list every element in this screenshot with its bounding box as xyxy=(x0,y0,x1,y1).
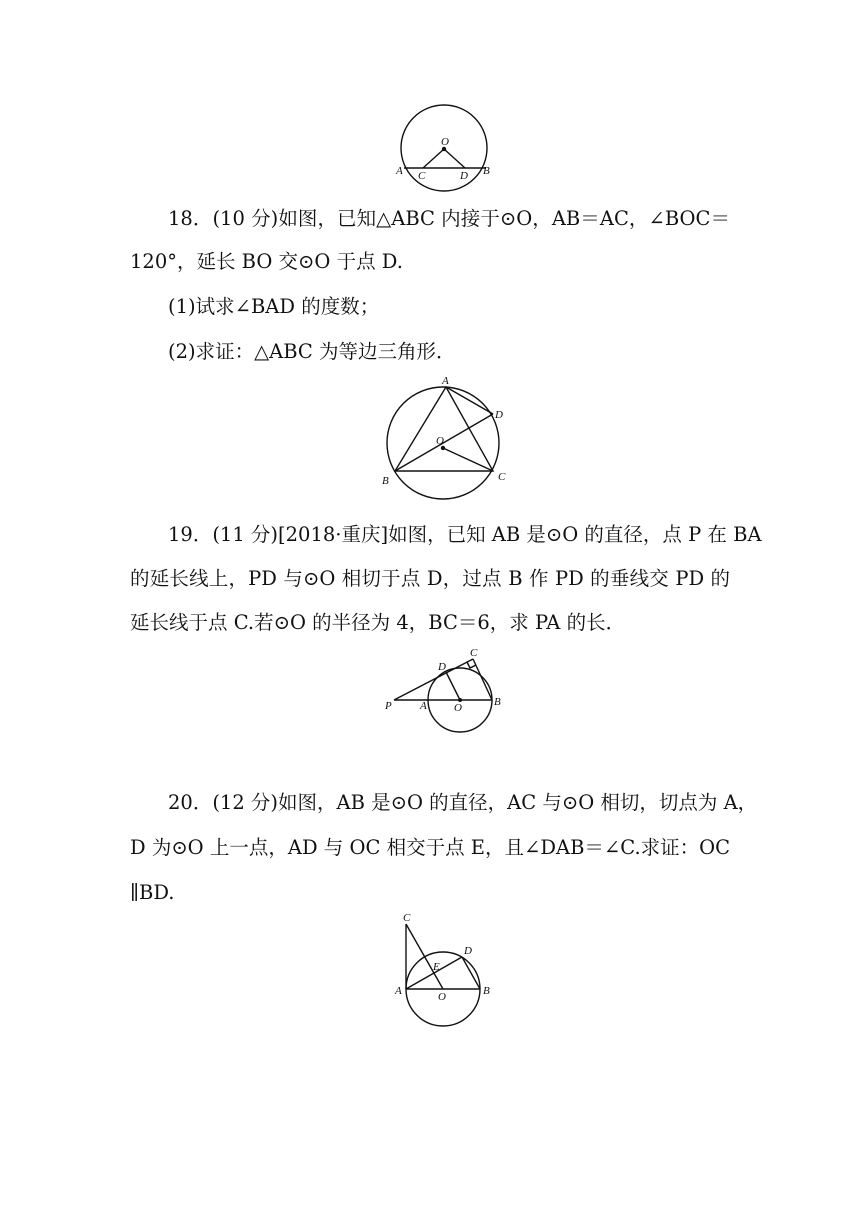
label-c: C xyxy=(418,170,426,182)
segment-od xyxy=(446,672,460,700)
label-a: A xyxy=(442,375,449,387)
problem-18-part-2: (2)求证：△ABC 为等边三角形． xyxy=(168,340,456,363)
label-e: E xyxy=(433,961,440,973)
label-c: C xyxy=(498,471,506,483)
label-p: P xyxy=(385,700,392,712)
problem-19-line-3: 延长线于点 C.若⊙O 的半径为 4，BC＝6，求 PA 的长． xyxy=(130,611,626,634)
label-a: A xyxy=(396,165,403,177)
problem-18-line-1: 18．(10 分)如图，已知△ABC 内接于⊙O，AB＝AC，∠BOC＝ xyxy=(168,207,730,230)
segment-oc xyxy=(423,149,444,168)
label-b: B xyxy=(494,696,501,708)
problem-20-line-2: D 为⊙O 上一点，AD 与 OC 相交于点 E，且∠DAB＝∠C.求证：OC xyxy=(130,836,731,859)
label-b: B xyxy=(382,475,389,487)
problem-19-line-1: 19．(11 分)[2018·重庆]如图，已知 AB 是⊙O 的直径，点 P 在 BA xyxy=(168,523,762,546)
label-o: O xyxy=(438,991,446,1003)
label-d: D xyxy=(460,170,468,182)
segment-bd xyxy=(395,414,493,471)
label-c: C xyxy=(470,647,478,659)
label-a: A xyxy=(395,985,402,997)
problem-20-line-1: 20．(12 分)如图，AB 是⊙O 的直径，AC 与⊙O 相切，切点为 A， xyxy=(168,791,758,814)
segment-od xyxy=(444,149,465,168)
label-a: A xyxy=(420,700,427,712)
label-o: O xyxy=(454,702,462,714)
figure-20-tangent-diagram xyxy=(390,910,500,1034)
segment-oc xyxy=(406,924,443,989)
label-o: O xyxy=(441,136,449,148)
line-pc-tangent xyxy=(394,659,473,700)
label-d: D xyxy=(438,661,446,673)
figure-19-tangent-diagram xyxy=(380,644,510,740)
segment-bd xyxy=(462,957,480,989)
label-b: B xyxy=(483,165,490,177)
problem-20-line-3: ∥BD. xyxy=(130,881,175,904)
label-b: B xyxy=(483,985,490,997)
segment-oc xyxy=(443,448,493,471)
label-d: D xyxy=(495,409,503,421)
label-d: D xyxy=(464,945,472,957)
problem-18-part-1: (1)试求∠BAD 的度数； xyxy=(168,295,380,318)
figure-18-inscribed-triangle xyxy=(376,374,516,490)
problem-18-line-2: 120°，延长 BO 交⊙O 于点 D. xyxy=(130,250,403,273)
label-o: O xyxy=(436,435,444,447)
label-c: C xyxy=(403,912,411,924)
problem-19-line-2: 的延长线上，PD 与⊙O 相切于点 D，过点 B 作 PD 的垂线交 PD 的 xyxy=(130,567,730,590)
figure-17-circle-diagram xyxy=(395,102,495,194)
